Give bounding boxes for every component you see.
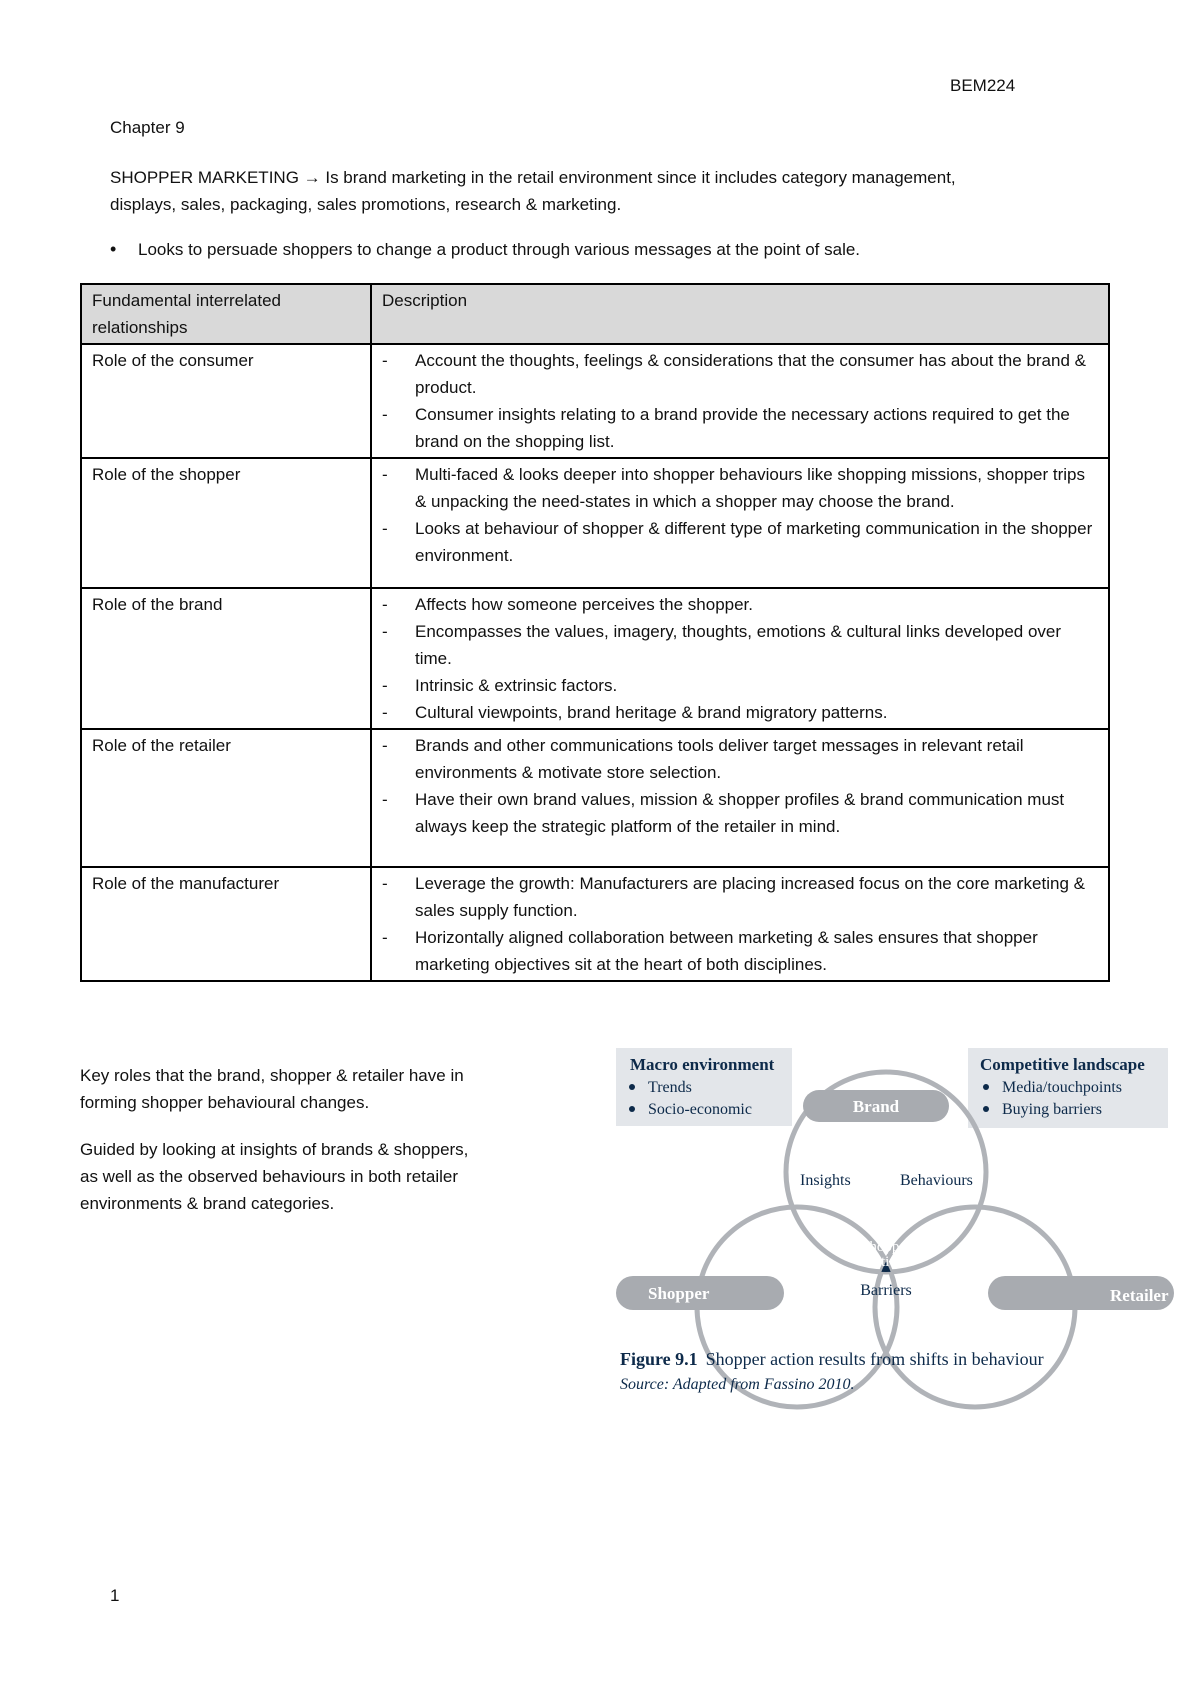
description-point: - Encompasses the values, imagery, thoughts, emotions & cultural links developed over time.	[382, 618, 1098, 672]
key-roles-text	[80, 1062, 490, 1237]
macro-title: Macro environment	[630, 1055, 775, 1074]
brand-label: Brand	[852, 1097, 900, 1116]
center-line: action	[867, 1254, 905, 1270]
description-point: - Intrinsic & extrinsic factors.	[382, 672, 1098, 699]
role-cell: Role of the manufacturer	[81, 867, 371, 981]
bullet-point	[110, 239, 1090, 260]
description-cell	[371, 458, 1109, 588]
chapter-title: Chapter 9	[110, 118, 185, 137]
table-header-description: Description	[371, 284, 1109, 344]
description-cell	[371, 344, 1109, 458]
description-cell	[371, 588, 1109, 729]
description-point: - Leverage the growth: Manufacturers are placing increased focus on the core marketing & sales supply function.	[382, 870, 1098, 924]
figure-caption	[620, 1349, 1044, 1369]
shopper-pill	[616, 1276, 784, 1310]
bullet-icon	[629, 1106, 635, 1112]
page-number: 1	[110, 1586, 120, 1605]
behaviours-label: Behaviours	[900, 1172, 973, 1189]
description-point: - Account the thoughts, feelings & considerations that the consumer has about the brand & product.	[382, 347, 1098, 401]
center-line: Shopper	[861, 1239, 911, 1255]
competitive-title: Competitive landscape	[980, 1055, 1145, 1074]
role-cell: Role of the retailer	[81, 729, 371, 867]
role-cell: Role of the brand	[81, 588, 371, 729]
retailer-label: Retailer	[1110, 1286, 1169, 1305]
competitive-item: Media/touchpoints	[1002, 1079, 1122, 1096]
role-cell: Role of the consumer	[81, 344, 371, 458]
table-header-row	[81, 284, 1109, 344]
bullet-text: Looks to persuade shoppers to change a product through various messages at the point of sale.	[138, 240, 861, 259]
insights-label: Insights	[800, 1172, 851, 1189]
caption-text: Shopper action results from shifts in behaviour	[705, 1349, 1044, 1369]
role-cell: Role of the shopper	[81, 458, 371, 588]
shopper-behaviour-diagram	[610, 1040, 1180, 1450]
table-row	[81, 588, 1109, 729]
description-cell	[371, 867, 1109, 981]
description-point: - Horizontally aligned collaboration between marketing & sales ensures that shopper marketing objectives sit at the heart of both disciplines.	[382, 924, 1098, 978]
table-row	[81, 867, 1109, 981]
center-line: Shift	[870, 1194, 902, 1210]
course-code: BEM224	[950, 76, 1016, 95]
retailer-pill	[988, 1276, 1174, 1310]
guided-paragraph: Guided by looking at insights of brands & shoppers, as well as the observed behaviours in both retailer environments & brand categories.	[80, 1140, 469, 1213]
table-row	[81, 729, 1109, 867]
description-point: - Have their own brand values, mission & shopper profiles & brand communication must always keep the strategic platform of the retailer in mind.	[382, 786, 1098, 840]
brand-pill	[803, 1090, 949, 1122]
intro-paragraph: SHOPPER MARKETING → Is brand marketing in the retail environment since it includes category management, displays, sales, packaging, sales promotions, research & marketing.	[110, 168, 956, 214]
table-header-relationships: Fundamental interrelated relationships	[81, 284, 371, 344]
table-row	[81, 458, 1109, 588]
description-point: - Brands and other communications tools deliver target messages in relevant retail environments & motivate store selection.	[382, 732, 1098, 786]
shopper-label: Shopper	[648, 1284, 710, 1303]
key-roles-paragraph: Key roles that the brand, shopper & retailer have in forming shopper behavioural changes.	[80, 1066, 464, 1112]
description-cell	[371, 729, 1109, 867]
figure-source: Source: Adapted from Fassino 2010.	[620, 1376, 855, 1393]
macro-item: Trends	[648, 1079, 692, 1096]
bullet-icon	[983, 1084, 989, 1090]
description-point: - Affects how someone perceives the shopper.	[382, 591, 1098, 618]
center-line: =	[881, 1222, 891, 1238]
barriers-label: Barriers	[860, 1282, 912, 1299]
relationships-table	[80, 283, 1110, 982]
bullet-icon: •	[110, 239, 117, 259]
bullet-icon	[629, 1084, 635, 1090]
description-point: - Cultural viewpoints, brand heritage & brand migratory patterns.	[382, 699, 1098, 726]
description-point: - Multi-faced & looks deeper into shopper behaviours like shopping missions, shopper trips & unpacking the need-states in which a shopper may choose the brand.	[382, 461, 1098, 515]
macro-environment-panel	[616, 1048, 792, 1126]
caption-prefix: Figure 9.1	[620, 1349, 698, 1369]
description-point: - Consumer insights relating to a brand provide the necessary actions required to get the brand on the shopping list.	[382, 401, 1098, 455]
table-row	[81, 344, 1109, 458]
description-point: - Looks at behaviour of shopper & different type of marketing communication in the shopper environment.	[382, 515, 1098, 569]
center-line: behaviour	[856, 1208, 916, 1224]
bullet-icon	[983, 1106, 989, 1112]
competitive-landscape-panel	[968, 1048, 1168, 1128]
competitive-item: Buying barriers	[1002, 1101, 1102, 1118]
macro-item: Socio-economic	[648, 1101, 752, 1118]
